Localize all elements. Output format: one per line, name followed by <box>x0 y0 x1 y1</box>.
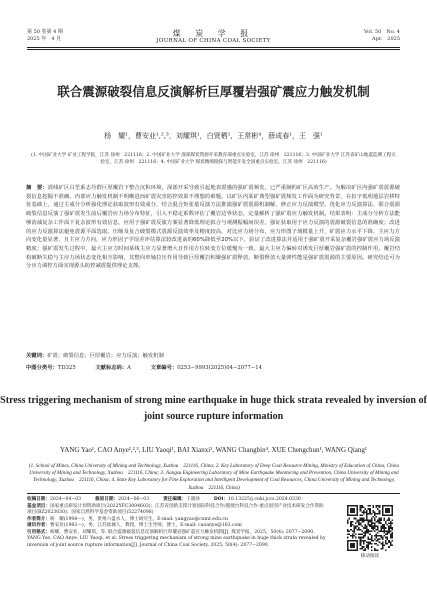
volume-en: Vol. 50 No. 4 <box>364 29 400 35</box>
doc-code-label: 文献标志码： <box>95 365 128 371</box>
journal-name-cn: 煤 炭 学 报 <box>172 29 255 38</box>
citation-en-line: YANG Yao, CAO Anye, LIU Yaoqi, et al. Stress triggering mechanism of strong mine earthquake in huge thick strata revealed by inversion of joint source rupture information[J]. Journal of China Coal Society, 2025, 50(4): 2077−2090. <box>27 536 326 548</box>
article-title-en: Stress triggering mechanism of strong mine earthquake in huge thick strata revealed by inversion of joint source rupture information <box>0 395 427 422</box>
footnote-separator <box>27 493 400 494</box>
qr-code-image <box>347 505 393 551</box>
abstract-cn <box>26 184 400 271</box>
header-volume-en <box>364 29 400 43</box>
volume-cn: 第 50 卷第 4 期 <box>27 29 63 35</box>
doi-value[interactable]: 10.13225/j.cnki.jccs.2024.0330 <box>227 497 301 502</box>
article-no-field <box>151 365 262 371</box>
authors-en: YANG Yao¹, CAO Anye¹,²,³, LIU Yaoqi¹, BAI Xianxi¹, WANG Changbin⁴, XUE Chengchun¹, WANG Qiang¹ <box>60 446 367 454</box>
revised-label: 修回日期： <box>95 497 119 502</box>
doc-code-value: A <box>127 365 131 371</box>
qr-code[interactable] <box>347 505 393 551</box>
received-label: 收稿日期： <box>27 497 50 502</box>
corresponding-text: 曹安业(1982—)，男，江苏盐城人，教授，博士生导师，博士。E-mail: caoanye@163.com <box>49 523 242 528</box>
clc-value: TD325 <box>57 365 76 371</box>
editor-name: 王晓珍 <box>186 497 200 502</box>
received-date: 2024−04−03 <box>49 497 82 502</box>
abstract-text: 震线矿区白垩系志丹群巨厚覆岩下整合沉积环境，深部开采导致引起地表震感的强矿震频发，已严重制约矿区高效生产。为解决矿区内强矿震震源破裂信息挖掘不准确、内部应力触发机制不明晰进而矿震灾害防控效果不理想的难题，以矿区内某矿典型强矿震频发工作面为研究背景，在扣字低明地层岩移特征基础上，通过主成分分析强化理论获取波形有效成分，结合混合矩张量反演方法推演强矿震震源机制解，修正应力反演模型、优化应力反演算法，联合震源破裂信息反演了强矿震发生前后覆岩应力场分布特征，引入不稳定系数评估了覆岩边界状态，定量解析了强矿震应力触发机制。结果表明：主成分分析方法能够消减复杂工作面下复杂波形有效信息，应用于强矿震反演方案显著降低理论拟合与观测振幅间误差，强证获取用于应力反演的震源破裂信息的准确度；改进的应力反演算法避免震源平面选取、压缩及复合破裂模式震源反演效率及精度较高，对比应力场分布，应力形图子域模量上升，矿震应力水平下降，主应力方向变化量显著，且主应力方向，应力形因子学误差评估算法较改进前的60%降低至20%以下，验证了改进算法并适用于强矿震开采复杂覆岩强矿震应力场反演精度；强矿震发生过程中，最大主应力时间某线主应力显著增大且作用方位转变方位缓慢为一致，最大主应力偏转对诱发巨厚覆岩强矿震的控制作用，覆岩结构破断失稳与主应力场状态变化相互影响，其整向单轴拉压作用导致巨厚覆岩积聚强矿震释放，断裂释放大量弹性能是强矿震震源的主要原因。研究结论可为分应力调控方面实现源头防控减震提供理论支撑。 <box>26 185 400 270</box>
doc-code-field <box>95 365 131 371</box>
author-bio-text: 杨 耀(1998—)，男，贵州六盘水人，博士研究生。E-mail: yangyao@cumt.edu.cn <box>49 516 228 522</box>
doi-label: DOI： <box>213 497 228 502</box>
article-no-label: 文章编号： <box>150 365 178 371</box>
funding-text: 国家重点研发计划资助项目(2022YFC3004603)；江苏省创新支撑计划国际科技合作/港澳台科技合作-重点国别产业技术研发合作资助项目(BZ2023030)；国家自然科学基金资助项目(52274098) <box>27 503 324 515</box>
article-title-cn <box>0 82 427 102</box>
corresponding-label: 通讯作者： <box>27 523 50 528</box>
affiliation-en: (1. School of Mines, China University of Mining and Technology, Xuzhou 221116, China; 2. Key Laboratory of Deep Coal Resource Mining, Ministry of Education of China, China University of Mining and Technology, Xuzhou 221116, China; 3. Jiangsu Engineering Laboratory of Mine Earthquake Monitoring and Prevention, China University of Mining and Technology, Xuzhou 221116, China; 4. State Key Laboratory for Fine Exploration and Intelligent Development of Coal Resources, China University of Mining and Technology, Xuzhou 221116, China) <box>28 463 400 491</box>
citation-label: 引用格式： <box>27 529 50 535</box>
date-cn: 2025 年 4 月 <box>27 36 62 42</box>
keywords-text: 矿震；破裂信息；巨厚覆岩；应力反演；触发机制 <box>47 353 164 359</box>
qr-label: 移动阅读 <box>360 554 380 559</box>
header-rule-thin <box>27 49 400 50</box>
article-meta <box>27 497 327 549</box>
funding-line <box>27 504 327 517</box>
revised-date: 2024−06−03 <box>118 497 150 502</box>
author-bio-label: 作者简介： <box>27 516 50 522</box>
keywords-cn <box>26 353 400 360</box>
classification-line <box>26 365 400 372</box>
title-cn-text: 联合震源破裂信息反演解析巨厚覆岩强矿震应力触发机制 <box>57 84 370 99</box>
citation-cn-text: 杨耀，曹安业，刘耀琪，等. 联合震源破裂信息反演解析巨厚覆岩强矿震应力触发机制[J]. 煤炭学报，2025，50(4): 2077−2090. <box>49 529 315 535</box>
affiliation-cn: (1. 中国矿业大学 矿业工程学院，江苏 徐州 221116；2. 中国矿业大学 深部煤炭资源开采教育部重点实验室，江苏 徐州 221116；3. 中国矿业大学 江苏省矿山地震监测工程实验室，江苏 徐州 221116；4. 中国矿业大学 煤炭精细勘探与智能开发全国重点实验室，江苏 徐州 221116) <box>31 153 396 166</box>
header-journal <box>0 29 427 45</box>
article-no-value: 0253−9993(2025)04−2077−14 <box>177 365 263 371</box>
authors-cn: 杨 耀¹，曹安业¹,²,³，刘耀琪¹，白贤栖¹，王常彬⁴，薛成春¹，王 强¹ <box>104 132 323 140</box>
journal-name-en: JOURNAL OF CHINA COAL SOCIETY <box>156 38 271 44</box>
funding-label: 基金项目： <box>27 503 50 509</box>
abstract-label: 摘 要： <box>26 185 48 191</box>
keywords-label: 关键词： <box>26 353 48 359</box>
editor-label: 责任编辑： <box>163 497 187 502</box>
clc-field <box>26 365 76 371</box>
clc-label: 中图分类号： <box>26 365 58 371</box>
date-en: Apr. 2025 <box>372 36 400 42</box>
